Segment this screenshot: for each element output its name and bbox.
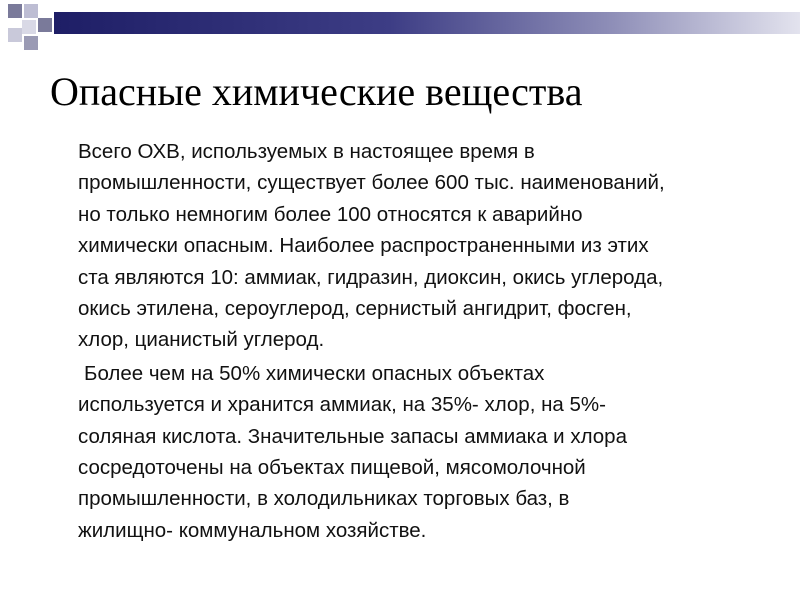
text-line: промышленности, существует более 600 тыс. наименований,: [78, 171, 665, 195]
text-line: Всего ОХВ, используемых в настоящее время в: [78, 140, 535, 163]
slide-body: [78, 136, 758, 546]
decorative-square: [22, 20, 36, 34]
decorative-square: [24, 4, 38, 18]
text-line: Более чем на 50% химически опасных объектах: [84, 361, 545, 385]
text-line: окись этилена, сероуглерод, сернистый ангидрит, фосген,: [78, 297, 632, 321]
decorative-square: [8, 4, 22, 18]
decorative-square: [8, 28, 22, 42]
text-line: соляная кислота. Значительные запасы аммиака и хлора: [78, 424, 627, 448]
slide-title: Опасные химические вещества: [50, 69, 583, 114]
decorative-square: [38, 18, 52, 32]
header-gradient-bar: [54, 12, 800, 34]
text-line: ста являются 10: аммиак, гидразин, диоксин, окись углерода,: [78, 265, 664, 289]
text-line: промышленности, в холодильниках торговых баз, в: [78, 487, 570, 511]
paragraph-1: [78, 136, 758, 356]
decorative-square: [24, 36, 38, 50]
text-line: хлор, цианистый углерод.: [78, 328, 325, 352]
text-line: используется и хранится аммиак, на 35%- хлор, на 5%-: [78, 393, 606, 417]
text-line: химически опасным. Наиболее распространенными из этих: [78, 234, 649, 258]
paragraph-2: [78, 358, 758, 546]
text-line: жилищно- коммунальном хозяйстве.: [78, 518, 427, 542]
text-line: сосредоточены на объектах пищевой, мясомолочной: [78, 456, 586, 480]
text-line: но только немногим более 100 относятся к аварийно: [78, 202, 583, 226]
